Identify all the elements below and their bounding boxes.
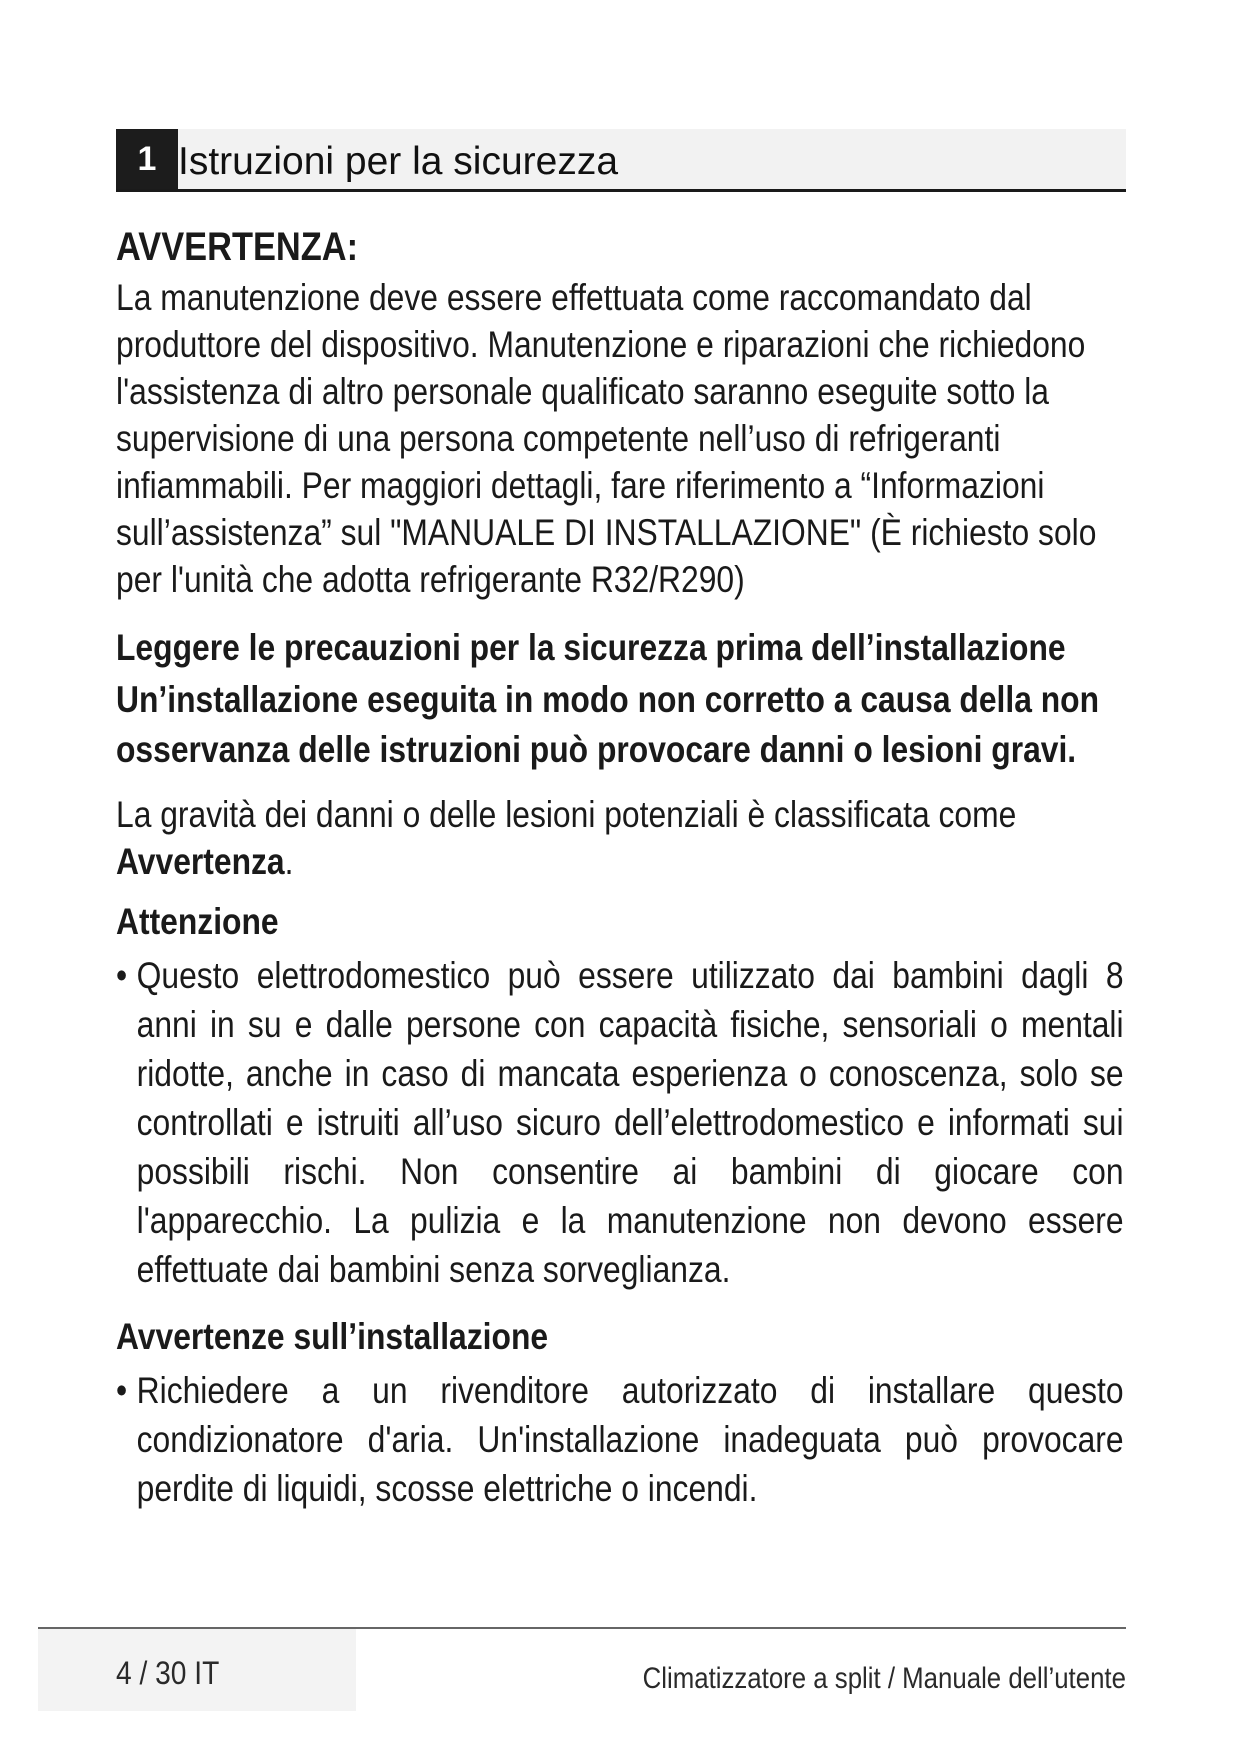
footer-document-title: Climatizzatore a split / Manuale dell’utente	[642, 1662, 1126, 1695]
attention-bullet	[116, 951, 1124, 1294]
installation-bullet-text: Richiedere a un rivenditore autorizzato di installare questo condizionatore d'aria. Un'installazione inadeguata può provocare perdite di liquidi, scosse elettriche o incendi.	[136, 1370, 1124, 1509]
severity-end: .	[284, 841, 294, 882]
section-title: Istruzioni per la sicurezza	[178, 140, 619, 183]
severity-paragraph	[116, 791, 1124, 885]
section-header	[116, 129, 1126, 192]
bullet-icon: •	[116, 955, 128, 996]
page-number: 4 / 30 IT	[116, 1655, 220, 1691]
warning-heading: AVVERTENZA:	[116, 225, 359, 269]
attention-bullet-text: Questo elettrodomestico può essere utilizzato dai bambini dagli 8 anni in su e dalle persone con capacità fisiche, sensoriali o mentali ridotte, anche in caso di mancata esperienza o conoscenza, solo se controllati e istruiti all’uso sicuro dell’elettrodomestico e informati sui possibili rischi. Non consentire ai bambini di giocare con l'apparecchio. La pulizia e la manutenzione non devono essere effettuate dai bambini senza sorveglianza.	[136, 955, 1124, 1290]
content-text-block	[116, 222, 1124, 1513]
severity-emphasis: Avvertenza	[116, 841, 285, 882]
section-number-badge: 1	[116, 129, 178, 189]
warning-paragraph: La manutenzione deve essere effettuata come raccomandato dal produttore del dispositivo. Manutenzione e riparazioni che richiedono l'assistenza di altro personale qualificato saranno eseguite sotto la supervisione di una persona competente nell’uso di refrigeranti infiammabili. Per maggiori dettagli, fare riferimento a “Informazioni sull’assistenza” sul "MANUALE DI INSTALLAZIONE" (È richiesto solo per l'unità che adotta refrigerante R32/R290)	[116, 277, 1097, 600]
main-content	[116, 222, 1126, 1513]
bullet-icon: •	[116, 1370, 128, 1411]
installation-heading: Avvertenze sull’installazione	[116, 1316, 549, 1357]
precautions-line-2: Un’installazione eseguita in modo non corretto a causa della non osservanza delle istruzioni può provocare danni o lesioni gravi.	[116, 679, 1100, 770]
installation-bullet	[116, 1366, 1124, 1513]
severity-text: La gravità dei danni o delle lesioni potenziali è classificata come	[116, 794, 1017, 835]
attention-heading: Attenzione	[116, 901, 279, 942]
precautions-line-1: Leggere le precauzioni per la sicurezza prima dell’installazione	[116, 627, 1066, 668]
